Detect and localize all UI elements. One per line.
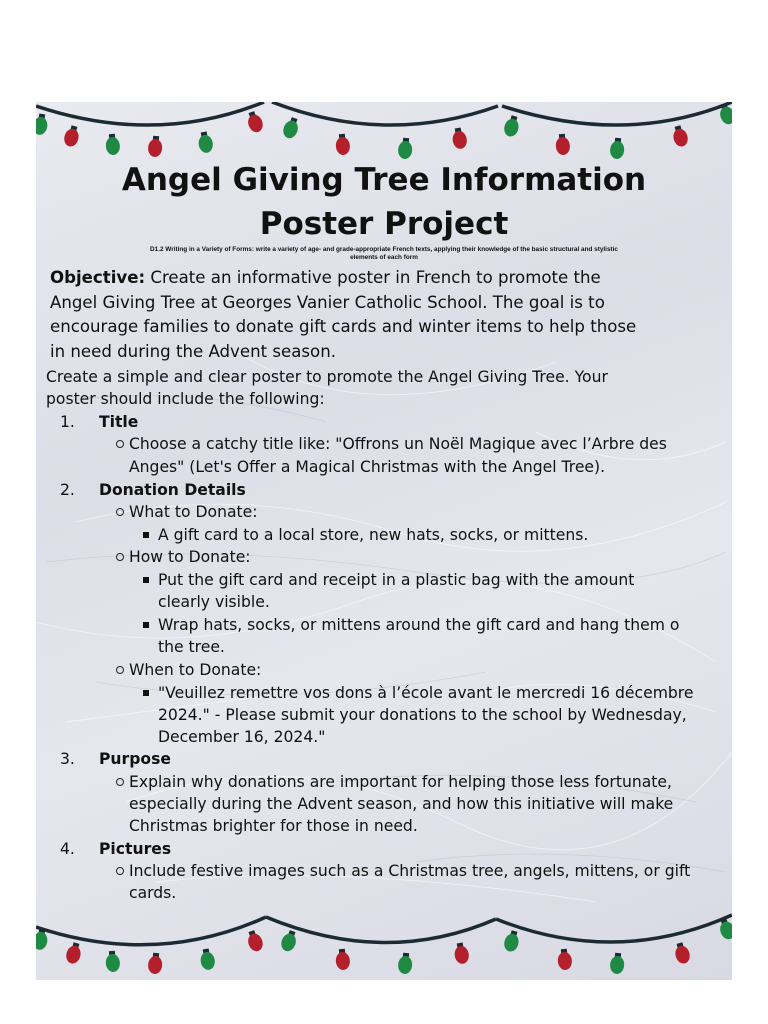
how-item-1-line-2: clearly visible.	[158, 593, 270, 611]
objective-line-1: Create an informative poster in French to promote the	[145, 268, 601, 287]
objective-label: Objective:	[50, 268, 146, 287]
how-to-donate: How to Donate:	[129, 548, 251, 566]
how-item-2-line-1: Wrap hats, socks, or mittens around the gift card and hang them o	[158, 616, 680, 634]
circle-bullet-icon	[116, 666, 124, 674]
section-number: 1.	[60, 413, 75, 431]
title-line-2: Poster Project	[259, 206, 509, 242]
what-item: A gift card to a local store, new hats, socks, or mittens.	[158, 526, 589, 544]
section-heading-purpose: Purpose	[99, 750, 171, 768]
title-item-line-1: Choose a catchy title like: "Offrons un Noël Magique avec l’Arbre des	[129, 435, 667, 453]
what-to-donate: What to Donate:	[129, 503, 258, 521]
square-bullet-icon	[143, 532, 149, 538]
section-heading-pictures: Pictures	[99, 840, 172, 858]
intro-line-1: Create a simple and clear poster to promote the Angel Giving Tree. Your	[46, 368, 608, 386]
how-item-2-line-2: the tree.	[158, 638, 225, 656]
section-number: 3.	[60, 750, 75, 768]
section-heading-donation: Donation Details	[99, 481, 246, 499]
objective-line-3: encourage families to donate gift cards and winter items to help those	[50, 317, 637, 337]
when-to-donate: When to Donate:	[129, 661, 262, 679]
circle-bullet-icon	[116, 508, 124, 516]
when-item-line-2: 2024." - Please submit your donations to the school by Wednesday,	[158, 706, 687, 724]
pictures-line-2: cards.	[129, 884, 177, 902]
curriculum-standard	[42, 246, 726, 262]
circle-bullet-icon	[116, 778, 124, 786]
section-heading-title: Title	[99, 413, 139, 431]
square-bullet-icon	[143, 690, 149, 696]
poster	[36, 102, 732, 980]
circle-bullet-icon	[116, 553, 124, 561]
light-bulbs	[36, 102, 732, 160]
bottom-christmas-lights	[36, 907, 732, 980]
page-title	[36, 158, 732, 246]
section-number: 4.	[60, 840, 75, 858]
when-item-line-1: "Veuillez remettre vos dons à l’école avant le mercredi 16 décembre	[158, 684, 694, 702]
standard-line-1: D1.2 Writing in a Variety of Forms: write a variety of age- and grade-appropriate French texts, applying their knowledge of the basic structural and stylistic	[150, 246, 618, 253]
intro-line-2: poster should include the following:	[46, 390, 325, 408]
title-item-line-2: Anges" (Let's Offer a Magical Christmas with the Angel Tree).	[129, 458, 606, 476]
circle-bullet-icon	[116, 440, 124, 448]
objective-line-4: in need during the Advent season.	[50, 342, 336, 362]
purpose-line-3: Christmas brighter for those in need.	[129, 817, 418, 835]
when-item-line-3: December 16, 2024."	[158, 728, 326, 746]
how-item-1-line-1: Put the gift card and receipt in a plastic bag with the amount	[158, 571, 635, 589]
square-bullet-icon	[143, 622, 149, 628]
square-bullet-icon	[143, 577, 149, 583]
standard-line-2: elements of each form	[350, 254, 418, 261]
section-number: 2.	[60, 481, 75, 499]
objective-line-2: Angel Giving Tree at Georges Vanier Catholic School. The goal is to	[50, 292, 605, 312]
purpose-line-2: especially during the Advent season, and how this initiative will make	[129, 795, 674, 813]
objective-paragraph	[50, 266, 726, 365]
title-line-1: Angel Giving Tree Information	[121, 162, 647, 198]
purpose-line-1: Explain why donations are important for helping those less fortunate,	[129, 773, 672, 791]
circle-bullet-icon	[116, 867, 124, 875]
pictures-line-1: Include festive images such as a Christmas tree, angels, mittens, or gift	[129, 862, 691, 880]
